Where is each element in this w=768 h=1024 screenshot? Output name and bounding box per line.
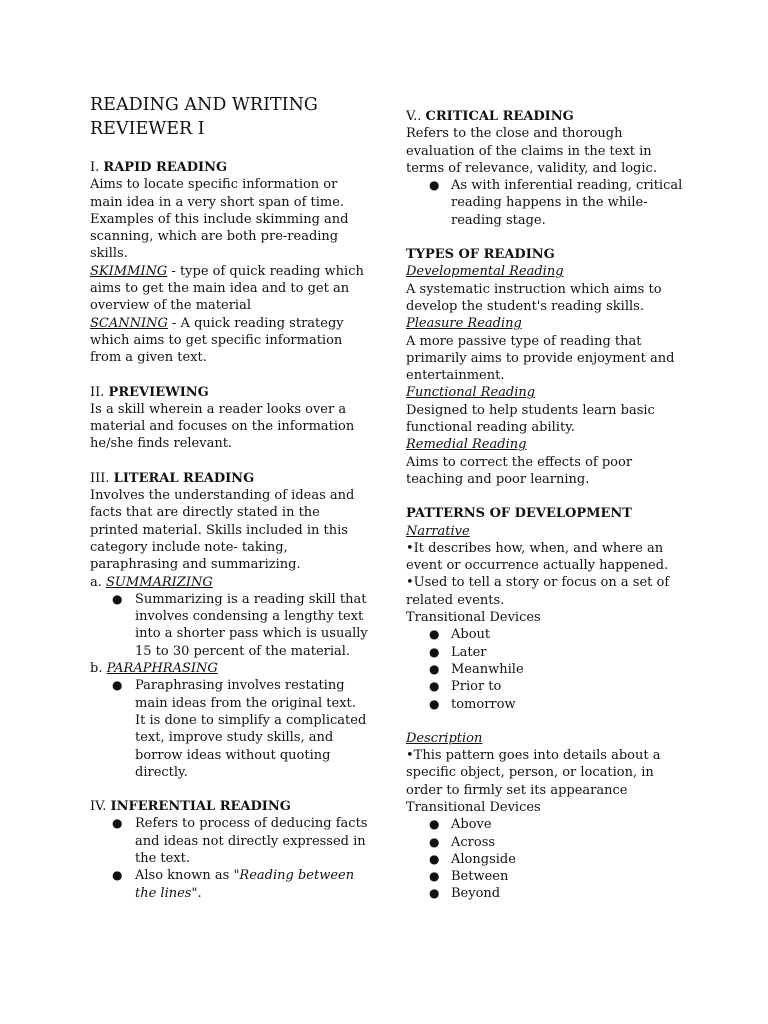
section-title: LITERAL READING: [113, 470, 255, 486]
definition: Aims to correct the effects of poor teaching and poor learning.: [406, 454, 633, 487]
paragraph: •It describes how, when, and where an event or occurrence actually happened.: [406, 540, 669, 574]
term: Narrative: [406, 523, 470, 539]
section-heading-critical-reading: [406, 108, 686, 125]
list-item: ● Alongside: [406, 851, 686, 868]
term-definition: [90, 315, 370, 367]
section-number: IV.: [90, 799, 111, 815]
list-label: Transitional Devices: [406, 799, 541, 815]
list-label: Transitional Devices: [406, 610, 541, 626]
section-title: PREVIEWING: [108, 384, 209, 400]
paragraph: Refers to the close and thorough evaluation of the claims in the text in terms of relevance, validity, and logic.: [406, 126, 657, 176]
paragraph: Involves the understanding of ideas and facts that are directly stated in the printed material. Skills included in this category include note- taking, paraphrasing and summarizing.: [90, 488, 355, 573]
bullet-list: [90, 591, 370, 660]
term: Pleasure Reading: [406, 316, 522, 332]
term: Developmental Reading: [406, 264, 564, 280]
term: SCANNING: [90, 315, 168, 331]
list-item: ● As with inferential reading, critical reading happens in the while-reading stage.: [406, 177, 686, 229]
term: SKIMMING: [90, 263, 168, 279]
bullet-list: [406, 177, 686, 229]
section-title: TYPES OF READING: [406, 247, 555, 263]
subheading: [90, 660, 370, 677]
subheading: [90, 574, 370, 591]
term: Description: [406, 730, 483, 746]
list-item: ● Above: [406, 816, 686, 833]
bullet-list: [406, 816, 686, 902]
term: PARAPHRASING: [106, 661, 218, 677]
list-item: ● tomorrow: [406, 696, 686, 713]
document-title: READING AND WRITING REVIEWER I: [90, 95, 318, 139]
section-title: RAPID READING: [103, 160, 228, 175]
term: Remedial Reading: [406, 437, 527, 453]
list-item: ● Between: [406, 868, 686, 885]
paragraph: Is a skill wherein a reader looks over a material and focuses on the information he/she finds relevant.: [90, 401, 355, 452]
section-title: CRITICAL READING: [425, 109, 574, 124]
list-item: ● Refers to process of deducing facts and ideas not directly expressed in the text.: [90, 815, 370, 867]
subheading-prefix: a.: [90, 574, 107, 590]
list-item: [90, 867, 370, 902]
section-heading-rapid-reading: [90, 159, 370, 176]
paragraph: Aims to locate specific information or main idea in a very short span of time. Examples of this include skimming and scanning, which are both pre-reading skills.: [90, 177, 349, 262]
section-heading-patterns-of-development: [406, 505, 686, 522]
paragraph: •This pattern goes into details about a specific object, person, or location, in order to firmly set its appearance: [406, 748, 661, 798]
emphasis: Reading between the lines: [135, 868, 355, 901]
left-column: [90, 93, 370, 902]
section-title: INFERENTIAL READING: [110, 799, 291, 815]
term-definition: [90, 263, 370, 315]
definition: A systematic instruction which aims to develop the student's reading skills.: [406, 281, 662, 314]
section-number: III.: [90, 470, 114, 486]
section-heading-types-of-reading: [406, 246, 686, 263]
bullet-list: [90, 815, 370, 901]
definition: - A quick reading strategy which aims to get specific information from a given text.: [90, 315, 344, 366]
text: ".: [191, 885, 202, 901]
section-heading-inferential-reading: [90, 798, 370, 815]
section-number: V..: [406, 109, 426, 124]
text: Also known as ": [135, 868, 240, 884]
section-number: II.: [90, 384, 109, 400]
definition: Designed to help students learn basic functional reading ability.: [406, 402, 655, 436]
section-heading-previewing: [90, 384, 370, 401]
bullet-list: [90, 677, 370, 781]
paragraph: •Used to tell a story or focus on a set of related events.: [406, 575, 670, 608]
definition: A more passive type of reading that primarily aims to provide enjoyment and entertainment.: [406, 333, 675, 384]
list-item: ● Prior to: [406, 678, 686, 695]
definition: - type of quick reading which aims to get the main idea and to get an overview of the material: [90, 263, 364, 314]
list-item: ● Meanwhile: [406, 661, 686, 678]
list-item: ● About: [406, 626, 686, 643]
list-item: ● Later: [406, 644, 686, 661]
right-column: [406, 108, 686, 903]
list-item: ● Summarizing is a reading skill that involves condensing a lengthy text into a shorter pass which is usually 15 to 30 percent of the material.: [90, 591, 370, 660]
section-title: PATTERNS OF DEVELOPMENT: [406, 506, 632, 522]
term: SUMMARIZING: [106, 574, 213, 590]
bullet-list: [406, 626, 686, 712]
section-number: I.: [90, 160, 104, 175]
list-item: ● Paraphrasing involves restating main ideas from the original text. It is done to simplify a complicated text, improve study skills, and borrow ideas without quoting directly.: [90, 677, 370, 781]
section-heading-literal-reading: [90, 470, 370, 487]
subheading-prefix: b.: [90, 661, 107, 677]
list-item: ● Beyond: [406, 885, 686, 902]
term: Functional Reading: [406, 385, 536, 401]
list-item: ● Across: [406, 834, 686, 851]
